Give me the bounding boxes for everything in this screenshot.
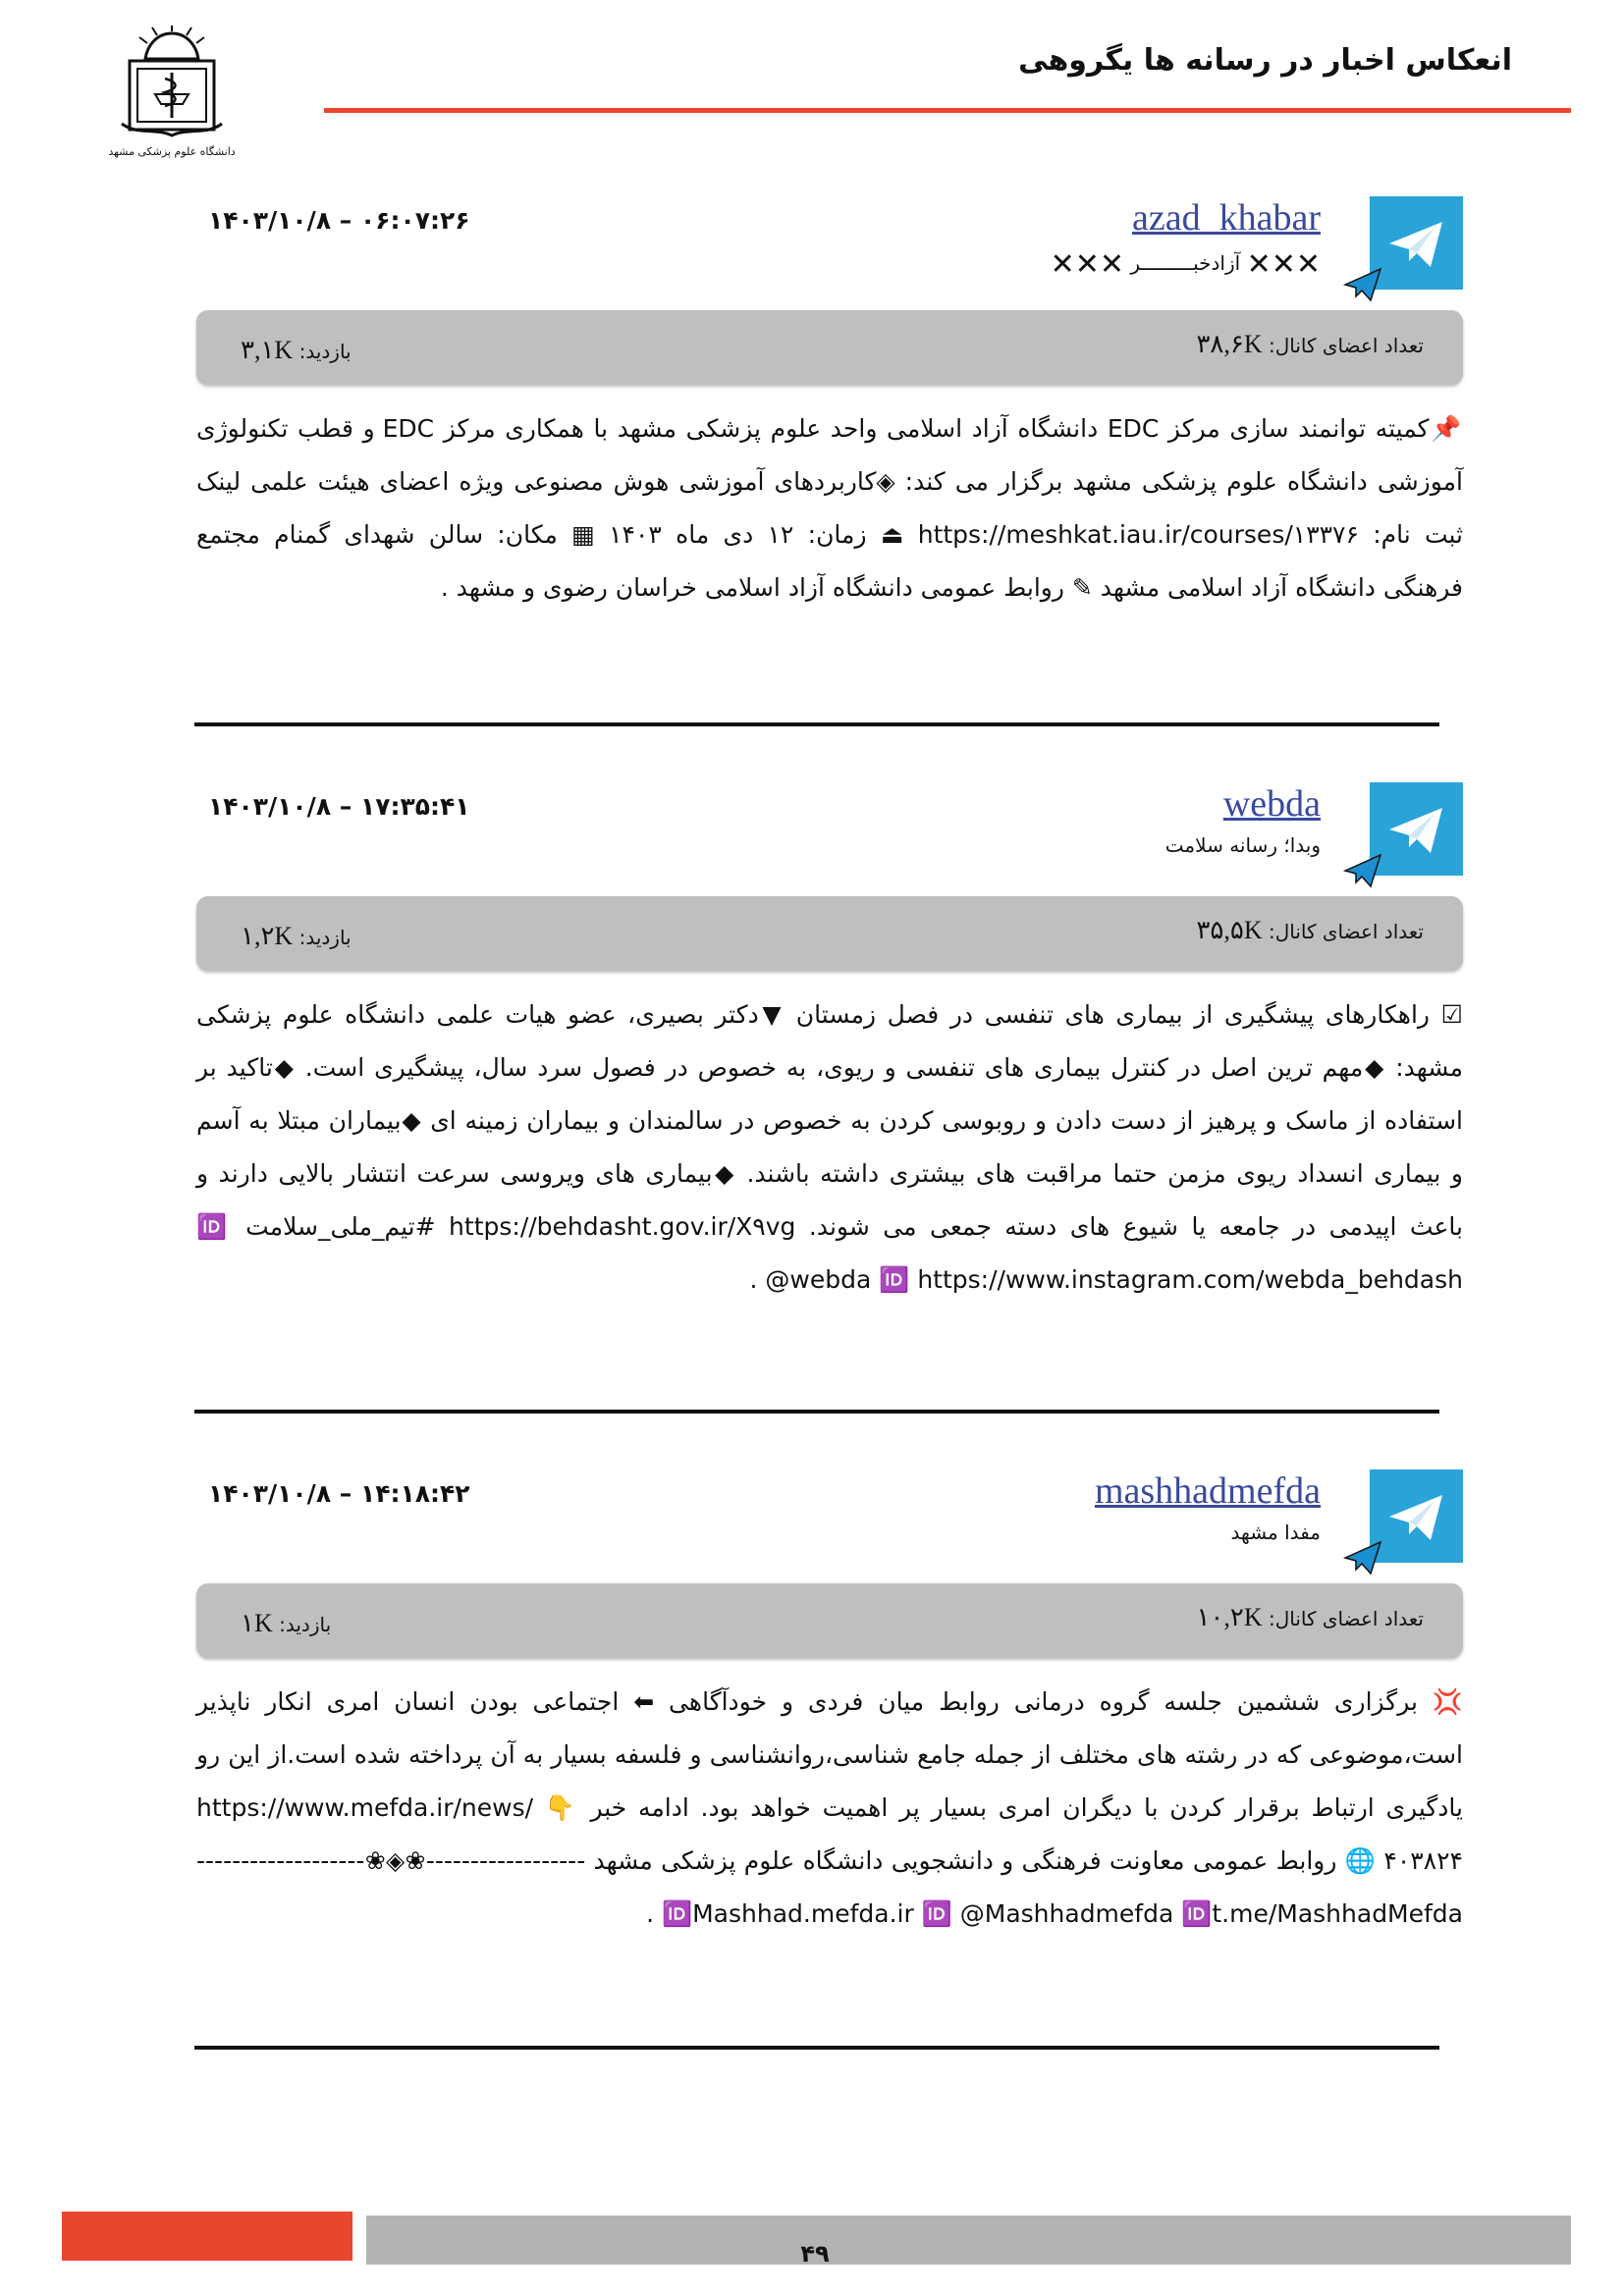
views-value: ۳,۱K xyxy=(241,336,294,364)
channel-name xyxy=(1165,833,1321,857)
members-count xyxy=(1196,330,1424,359)
page-number: ۴۹ xyxy=(800,2240,830,2268)
channel-handle-link[interactable]: azad_khabar xyxy=(1132,197,1321,239)
name-prefix: ✕✕✕ xyxy=(1246,247,1321,282)
telegram-channel-icon xyxy=(1370,196,1463,290)
channel-handle-link[interactable]: webda xyxy=(1222,783,1321,825)
name-text: وبدا؛ رسانه سلامت xyxy=(1164,833,1321,857)
post-3 xyxy=(196,1469,1463,1941)
members-value: ۱۰,۲K xyxy=(1196,1603,1263,1631)
telegram-send-icon xyxy=(1343,1540,1382,1575)
views-label: بازدید: xyxy=(298,340,352,363)
members-label: تعداد اعضای کانال: xyxy=(1268,334,1424,357)
post-header xyxy=(196,196,1463,310)
name-text: مفدا مشهد xyxy=(1230,1521,1321,1544)
views-value: ۱K xyxy=(241,1609,273,1637)
post-datetime: ۱۴۰۳/۱۰/۸ – ۰۶:۰۷:۲۶ xyxy=(208,206,470,235)
members-label: تعداد اعضای کانال: xyxy=(1268,1607,1424,1630)
channel-handle-link[interactable]: mashhadmefda xyxy=(1094,1470,1321,1512)
members-value: ۳۵,۵K xyxy=(1196,916,1263,944)
views-count xyxy=(241,1609,331,1638)
telegram-channel-icon xyxy=(1370,1469,1463,1563)
post-divider xyxy=(194,2046,1439,2050)
views-label: بازدید: xyxy=(279,1613,332,1636)
members-count xyxy=(1196,916,1424,945)
stats-bar xyxy=(196,896,1463,971)
post-body: ☑ راهکارهای پیشگیری از بیماری های تنفسی در فصل زمستان ▼دکتر بصیری، عضو هیات علمی دانشگاه علوم پزشکی مشهد: ◆مهم ترین اصل در کنترل بیماری های تنفسی و ریوی، به خصوص در فصول سرد سال، پیشگیری است. ◆تاکید بر استفاده از ماسک و پرهیز از دست دادن و روبوسی کردن به خصوص در سالمندان و بیماران زمینه ای ◆بیماران مبتلا به آسم و بیماری انسداد ریوی مزمن حتما مراقبت های بیشتری داشته باشند. ◆بیماری های ویروسی سرعت انتشار بالایی دارند و باعث اپیدمی در جامعه یا شیوع های دسته جمعی می شوند. https://behdasht.gov.ir/X۹vg #تیم_ملی_سلامت 🆔 @webda 🆔 https://www.instagram.com/webda_behdash . xyxy=(196,1000,1463,1294)
channel-name xyxy=(1230,1521,1321,1544)
title-rule xyxy=(324,108,1571,113)
telegram-channel-icon xyxy=(1370,782,1463,876)
post-header xyxy=(196,782,1463,896)
post-body: 📌کمیته توانمند سازی مرکز EDC دانشگاه آزاد اسلامی واحد علوم پزشکی مشهد با همکاری مرکز EDC و قطب تکنولوژی آموزشی دانشگاه علوم پزشکی مشهد برگزار می کند: ◈کاربردهای آموزشی هوش مصنوعی ویژه اعضای هیئت علمی لینک ثبت نام: https://meshkat.iau.ir/courses/۱۳۳۷۶ ⏏ زمان: ۱۲ دی ماه ۱۴۰۳ ▦ مکان: سالن شهدای گمنام مجتمع فرهنگی دانشگاه آزاد اسلامی مشهد ✎ روابط عمومی دانشگاه آزاد اسلامی خراسان رضوی و مشهد . xyxy=(196,414,1464,602)
university-logo xyxy=(108,26,236,163)
post-1 xyxy=(196,196,1463,614)
logo-emblem-icon xyxy=(108,26,236,163)
footer-accent-bar xyxy=(62,2212,352,2261)
views-count xyxy=(241,922,352,951)
post-divider xyxy=(194,722,1439,726)
members-count xyxy=(1196,1603,1424,1632)
members-label: تعداد اعضای کانال: xyxy=(1268,920,1424,943)
post-header xyxy=(196,1469,1463,1583)
stats-bar xyxy=(196,1583,1463,1658)
name-suffix: ✕✕✕ xyxy=(1050,247,1124,282)
page-title: انعکاس اخبار در رسانه ها یگروهی xyxy=(1018,43,1512,78)
post-datetime: ۱۴۰۳/۱۰/۸ – ۱۴:۱۸:۴۲ xyxy=(208,1479,470,1508)
telegram-send-icon xyxy=(1343,853,1382,888)
telegram-send-icon xyxy=(1343,267,1382,302)
post-2 xyxy=(196,782,1463,1307)
views-value: ۱,۲K xyxy=(241,922,294,950)
post-body: 💢 برگزاری ششمین جلسه گروه درمانی روابط میان فردی و خودآگاهی ⬅ اجتماعی بودن انسان امری انکار ناپذیر است،موضوعی که در رشته های مختلف از جمله جامع شناسی،روانشناسی و فلسفه بسیار به آن پرداخته شده است.از این رو یادگیری ارتباط برقرار کردن با دیگران امری بسیار پر اهمیت خواهد بود. ادامه خبر 👇 https://www.mefda.ir/news/۴۰۳۸۲۴ 🌐 روابط عمومی معاونت فرهنگی و دانشجویی دانشگاه علوم پزشکی مشهد ------------------❀◈❀------------------- 🆔Mashhad.mefda.ir 🆔 @Mashhadmefda 🆔t.me/MashhadMefda . xyxy=(196,1687,1463,1928)
stats-bar xyxy=(196,310,1463,385)
footer-bar xyxy=(366,2216,1571,2265)
post-divider xyxy=(194,1410,1439,1414)
views-count xyxy=(241,336,352,365)
post-datetime: ۱۴۰۳/۱۰/۸ – ۱۷:۳۵:۴۱ xyxy=(208,792,470,821)
name-text: آزادخبـــــــــر xyxy=(1130,251,1241,275)
channel-name xyxy=(1051,247,1321,282)
members-value: ۳۸,۶K xyxy=(1196,330,1263,358)
svg-text:دانشگاه علوم پزشکی مشهد: دانشگاه علوم پزشکی مشهد xyxy=(108,145,236,158)
views-label: بازدید: xyxy=(298,926,352,949)
